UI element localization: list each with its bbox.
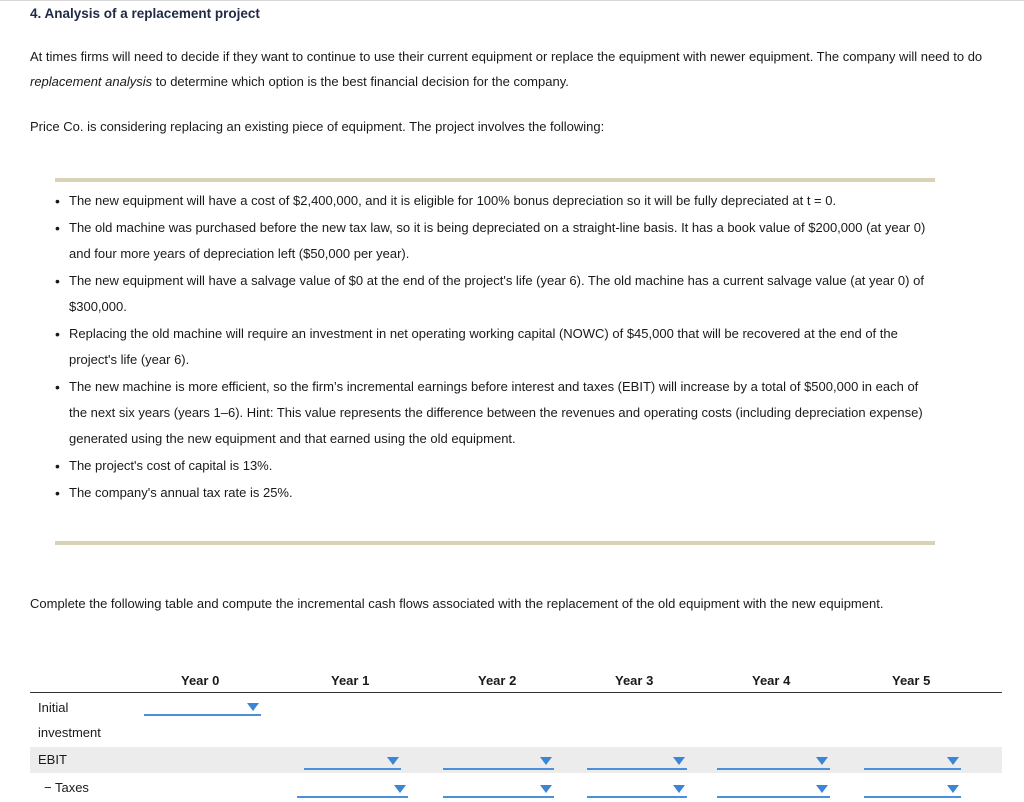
assumption-item: • The project's cost of capital is 13%. xyxy=(55,453,935,479)
assumption-item: • The new equipment will have a cost of $2,400,000, and it is eligible for 100% bonus depreciation so it will be fully depreciated at t = 0. xyxy=(55,188,935,214)
chevron-down-icon xyxy=(394,785,406,793)
assumption-item: • The company's annual tax rate is 25%. xyxy=(55,480,935,506)
ebit-year4-dropdown[interactable] xyxy=(717,754,830,770)
intro-text-before: At times firms will need to decide if they want to continue to use their current equipment or replace the equipment with newer equipment. The company will need to do xyxy=(30,49,983,64)
top-divider xyxy=(0,0,1024,1)
ebit-year5-dropdown[interactable] xyxy=(864,754,961,770)
intro-text-after: to determine which option is the best financial decision for the company. xyxy=(152,74,569,89)
chevron-down-icon xyxy=(816,785,828,793)
row-label-investment: investment xyxy=(38,725,101,740)
chevron-down-icon xyxy=(816,757,828,765)
chevron-down-icon xyxy=(387,757,399,765)
row-label-initial: Initial xyxy=(38,700,69,715)
assumption-list xyxy=(55,188,935,507)
assumption-item: • Replacing the old machine will require an investment in net operating working capital (NOWC) of $45,000 that will be recovered at the end of the project's life (year 6). xyxy=(55,321,935,373)
ebit-year1-dropdown[interactable] xyxy=(304,754,401,770)
header-year-2: Year 2 xyxy=(478,673,517,688)
intro-paragraph xyxy=(30,44,990,94)
chevron-down-icon xyxy=(540,757,552,765)
assumption-item: • The new machine is more efficient, so the firm’s incremental earnings before interest and taxes (EBIT) will increase by a total of $500,000 in each of the next six years (years 1–6). Hint: This value represents the difference between the revenues and operating costs (including depreciation expense) generated using the new equipment and that earned using the old equipment. xyxy=(55,374,935,452)
taxes-year2-dropdown[interactable] xyxy=(443,782,554,798)
chevron-down-icon xyxy=(947,757,959,765)
ebit-year3-dropdown[interactable] xyxy=(587,754,687,770)
taxes-year3-dropdown[interactable] xyxy=(587,782,687,798)
chevron-down-icon xyxy=(673,757,685,765)
chevron-down-icon xyxy=(540,785,552,793)
bullet-bottom-rule xyxy=(55,541,935,545)
row-label-taxes: − Taxes xyxy=(44,780,89,795)
row-label-ebit: EBIT xyxy=(38,752,67,767)
intro-emphasis: replacement analysis xyxy=(30,74,153,89)
chevron-down-icon xyxy=(247,703,259,711)
header-year-1: Year 1 xyxy=(331,673,370,688)
taxes-year1-dropdown[interactable] xyxy=(297,782,408,798)
initial-investment-year0-dropdown[interactable] xyxy=(144,700,261,716)
taxes-year4-dropdown[interactable] xyxy=(717,782,830,798)
ebit-year2-dropdown[interactable] xyxy=(443,754,554,770)
instruction-text: Complete the following table and compute the incremental cash flows associated with the replacement of the old equipment with the new equipment. xyxy=(30,596,884,611)
page-title: 4. Analysis of a replacement project xyxy=(30,6,260,21)
header-year-0: Year 0 xyxy=(181,673,220,688)
taxes-year5-dropdown[interactable] xyxy=(864,782,961,798)
assumption-item: • The old machine was purchased before the new tax law, so it is being depreciated on a straight-line basis. It has a book value of $200,000 (at year 0) and four more years of depreciation left ($50,000 per year). xyxy=(55,215,935,267)
chevron-down-icon xyxy=(947,785,959,793)
setup-paragraph: Price Co. is considering replacing an existing piece of equipment. The project involves the following: xyxy=(30,119,605,134)
bullet-top-rule xyxy=(55,178,935,182)
assumption-item: • The new equipment will have a salvage value of $0 at the end of the project's life (year 6). The old machine has a current salvage value (at year 0) of $300,000. xyxy=(55,268,935,320)
header-year-5: Year 5 xyxy=(892,673,931,688)
header-year-4: Year 4 xyxy=(752,673,791,688)
chevron-down-icon xyxy=(673,785,685,793)
header-year-3: Year 3 xyxy=(615,673,654,688)
table-header-divider xyxy=(30,692,1002,693)
